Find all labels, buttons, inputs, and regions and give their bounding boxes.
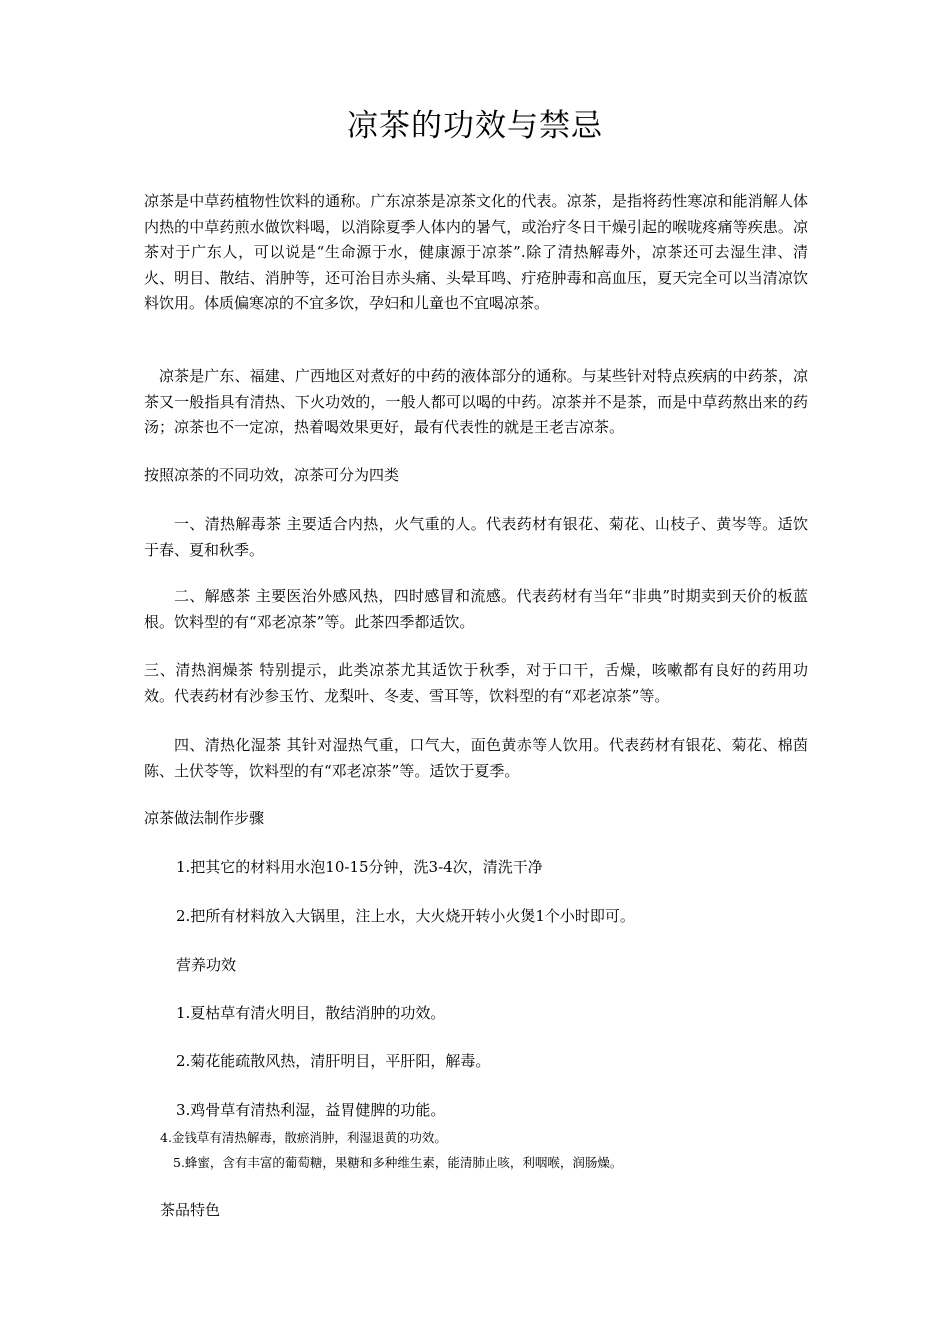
page-title: 凉茶的功效与禁忌 (347, 108, 603, 144)
categories-heading: 按照凉茶的不同功效，凉茶可分为四类 (144, 466, 400, 484)
nutrition-item-1: 1.夏枯草有清火明目，散结消肿的功效。 (176, 1004, 446, 1022)
category-item-3: 三、清热润燥茶 特别提示，此类凉茶尤其适饮于秋季，对于口干，舌燥，咳嗽都有良好的药用功效。代表药材有沙参玉竹、龙梨叶、冬麦、雪耳等，饮料型的有“邓老凉茶”等。 (144, 661, 808, 705)
nutrition-item-2: 2.菊花能疏散风热，清肝明目，平肝阳，解毒。 (176, 1052, 491, 1070)
category-item-2: 二、解感茶 主要医治外感风热，四时感冒和流感。代表药材有当年“非典”时期卖到天价的板蓝根。饮料型的有“邓老凉茶”等。此茶四季都适饮。 (144, 587, 808, 631)
method-step-2: 2.把所有材料放入大锅里，注上水，大火烧开转小火煲1个小时即可。 (176, 907, 635, 925)
method-heading: 凉茶做法制作步骤 (144, 809, 265, 827)
features-heading: 茶品特色 (160, 1201, 221, 1219)
category-item-4: 四、清热化湿茶 其针对湿热气重，口气大，面色黄赤等人饮用。代表药材有银花、菊花、棉茵陈、土伏苓等，饮料型的有“邓老凉茶”等。适饮于夏季。 (144, 736, 808, 780)
nutrition-item-3: 3.鸡骨草有清热利湿，益胃健脾的功能。 (176, 1101, 446, 1119)
intro-paragraph-1: 凉茶是中草药植物性饮料的通称。广东凉茶是凉茶文化的代表。凉茶，是指将药性寒凉和能消解人体内热的中草药煎水做饮料喝，以消除夏季人体内的暑气，或治疗冬日干燥引起的喉咙疼痛等疾患。凉茶对于广东人，可以说是“生命源于水，健康源于凉茶”.除了清热解毒外，凉茶还可去湿生津、清火、明目、散结、消肿等，还可治目赤头痛、头晕耳鸣、疔疮肿毒和高血压，夏天完全可以当清凉饮料饮用。体质偏寒凉的不宜多饮，孕妇和儿童也不宜喝凉茶。 (144, 192, 808, 312)
intro-paragraph-2: 凉茶是广东、福建、广西地区对煮好的中药的液体部分的通称。与某些针对特点疾病的中药茶，凉茶又一般指具有清热、下火功效的，一般人都可以喝的中药。凉茶并不是茶，而是中草药熬出来的药汤；凉茶也不一定凉，热着喝效果更好，最有代表性的就是王老吉凉茶。 (144, 367, 808, 436)
nutrition-item-5: 5.蜂蜜，含有丰富的葡萄糖，果糖和多种维生素，能清肺止咳，利咽喉，润肠燥。 (173, 1155, 623, 1170)
nutrition-heading: 营养功效 (176, 956, 237, 974)
category-item-1: 一、清热解毒茶 主要适合内热，火气重的人。代表药材有银花、菊花、山枝子、黄岑等。适饮于春、夏和秋季。 (144, 515, 808, 559)
method-step-1: 1.把其它的材料用水泡10-15分钟，洗3-4次，清洗干净 (176, 858, 543, 876)
nutrition-item-4: 4.金钱草有清热解毒，散瘀消肿，利湿退黄的功效。 (160, 1130, 447, 1145)
